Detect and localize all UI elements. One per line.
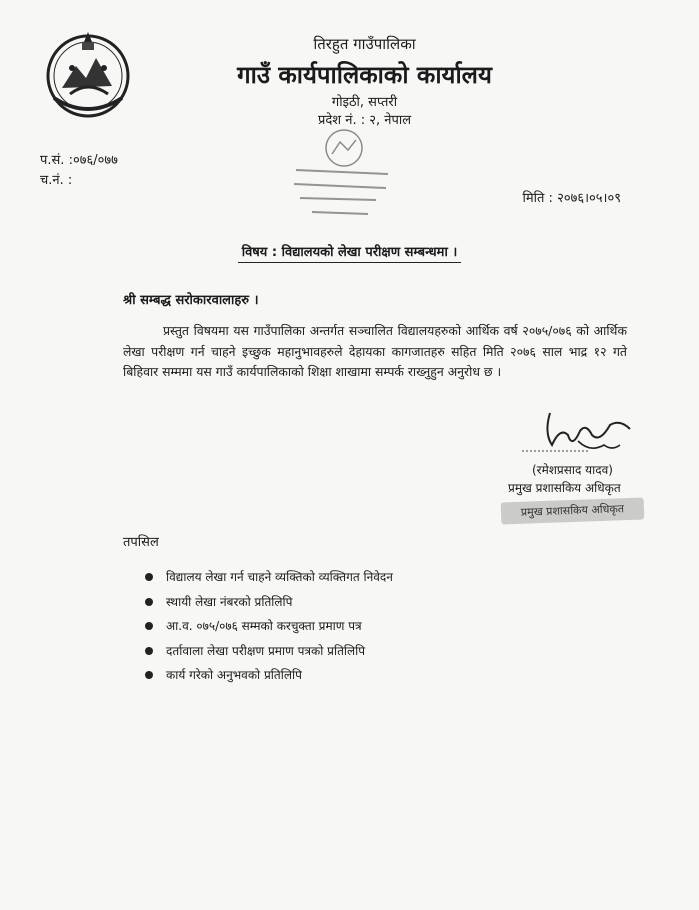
office-province: प्रदेश नं. : २, नेपाल	[317, 113, 412, 128]
signature-icon	[520, 405, 640, 460]
annex-heading: तपसिल	[123, 535, 159, 550]
salutation: श्री सम्बद्ध सरोकारवालाहरु ।	[123, 293, 259, 308]
list-item: दर्तावाला लेखा परीक्षण प्रमाण पत्रको प्रतिलिपि	[140, 641, 393, 666]
office-title: गाउँ कार्यपालिकाको कार्यालय	[237, 61, 492, 89]
office-stamp-icon	[282, 126, 394, 222]
list-item: स्थायी लेखा नंबरको प्रतिलिपि	[140, 592, 393, 617]
office-address: गोइठी, सप्तरी	[331, 95, 398, 110]
list-item: आ.व. ०७५/०७६ सम्मको करचुक्ता प्रमाण पत्र	[140, 616, 393, 641]
annex-list	[140, 567, 393, 690]
letter-date: मिति : २०७६।०५।०९	[522, 191, 621, 206]
municipality-name: तिरहुत गाउँपालिका	[313, 35, 416, 53]
list-item: कार्य गरेको अनुभवको प्रतिलिपि	[140, 665, 393, 690]
reference-number: प.सं. :०७६/०७७	[40, 153, 118, 168]
signatory-name: (रमेशप्रसाद यादव)	[532, 463, 613, 477]
letter-subject	[0, 242, 699, 260]
list-item: विद्यालय लेखा गर्न चाहने व्यक्तिको व्यक्तिगत निवेदन	[140, 567, 393, 592]
letter-body: प्रस्तुत विषयमा यस गाउँपालिका अन्तर्गत सञ्चालित विद्यालयहरुको आर्थिक वर्ष २०७५/०७६ को आर्थिक लेखा परीक्षण गर्न चाहने इच्छुक महानुभावहरुले देहायका कागजातहरु सहित मिति २०७६ साल भाद्र १२ गते बिहिवार सम्ममा यस गाउँ कार्यपालिकाको शिक्षा शाखामा सम्पर्क राख्नुहुन अनुरोध छ ।	[123, 323, 627, 379]
subject-text: विषय : विद्यालयको लेखा परीक्षण सम्बन्धमा ।	[238, 245, 462, 263]
designation-stamp: प्रमुख प्रशासकिय अधिकृत	[501, 498, 645, 525]
signatory-title: प्रमुख प्रशासकिय अधिकृत	[508, 481, 621, 495]
dispatch-number: च.नं. :	[40, 173, 73, 188]
